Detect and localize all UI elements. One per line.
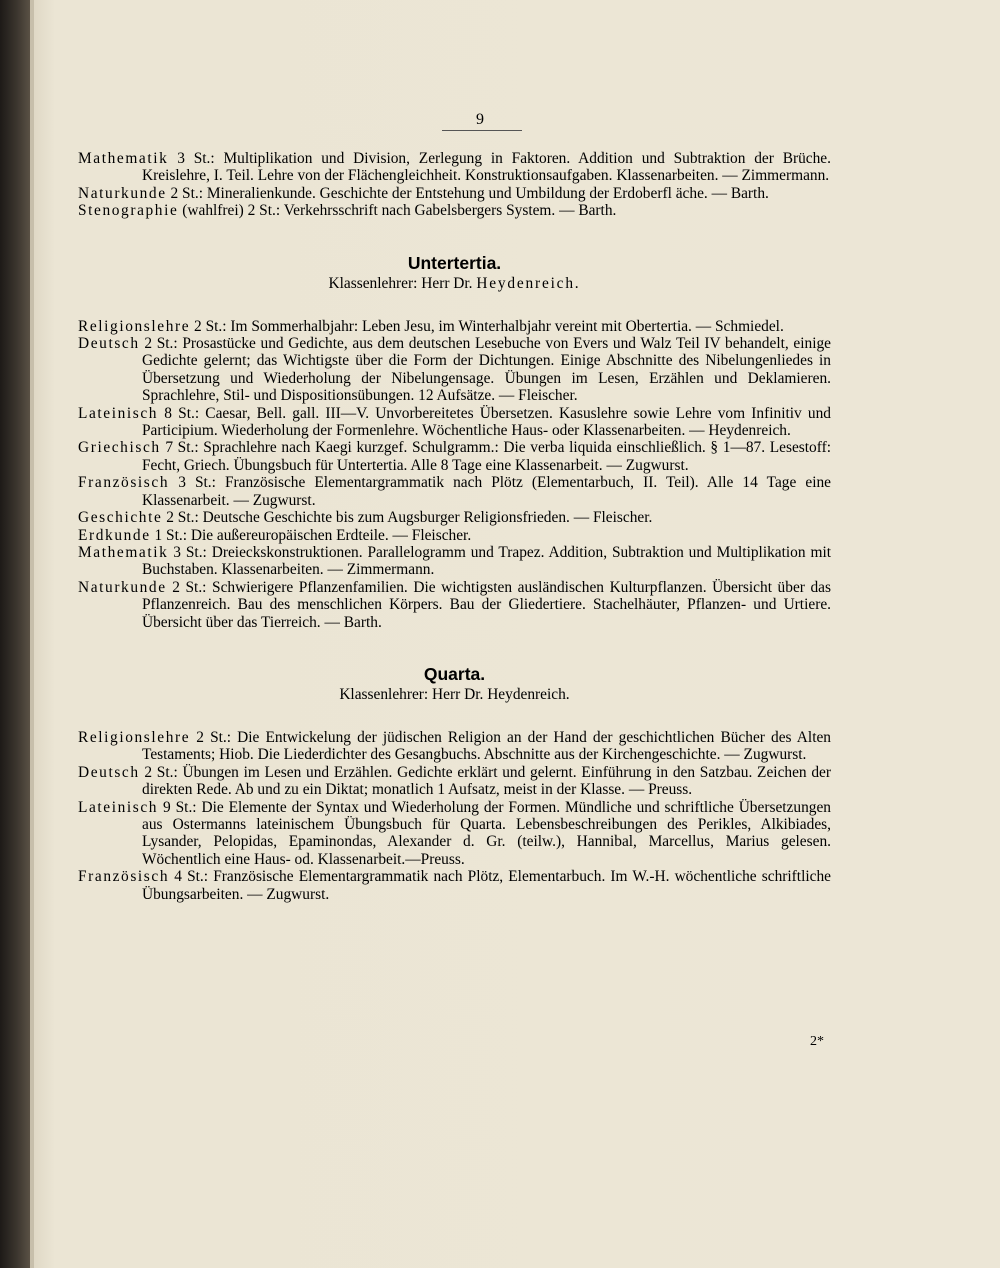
entry-religionslehre — [78, 729, 831, 764]
section-untertertia — [78, 252, 831, 631]
entry-text: 3 St.: Dreieckskonstruktionen. Parallelogramm und Trapez. Addition, Subtraktion und Multiplikation mit Buchstaben. Klassenarbeiten. — Zimmermann. — [142, 543, 831, 579]
entry-subject: Geschichte — [78, 509, 163, 527]
entry-text: 8 St.: Caesar, Bell. gall. III—V. Unvorbereitetes Übersetzen. Kasuslehre sowie Lehre vom Infinitiv und Participium. Wiederholung der Formenlehre. Wöchentliche Haus- oder Klassenarbeiten. — Heydenreich. — [142, 404, 831, 440]
entry-erdkunde — [78, 527, 831, 544]
entry-deutsch — [78, 335, 831, 405]
signature-mark: 2* — [810, 1034, 824, 1049]
section-heading: Quarta. — [423, 663, 486, 684]
section-heading: Untertertia. — [407, 252, 502, 273]
teacher-prefix: Klassenlehrer: Herr Dr. — [328, 274, 477, 292]
entry-lateinisch — [78, 799, 831, 869]
entry-subject: Französisch — [78, 868, 170, 886]
entry-subject: Erdkunde — [78, 526, 151, 544]
entry-subject: Griechisch — [78, 439, 161, 457]
entry-text: 2 St.: Die Entwickelung der jüdischen Religion an der Hand der geschichtlichen Bücher des Alten Testaments; Hiob. Die Liederdichter des Gesangbuchs. Abschnitte aus der Kirchengeschichte. — Zugwurst. — [142, 728, 831, 764]
entry-subject: Deutsch — [78, 763, 140, 781]
entry-text: (wahlfrei) 2 St.: Verkehrsschrift nach Gabelsbergers System. — Barth. — [178, 202, 617, 220]
entry-text: 2 St.: Schwierigere Pflanzenfamilien. Die wichtigsten ausländischen Kulturpflanzen. Übersicht über das Pflanzenreich. Bau des menschlichen Körpers. Bau der Gliedertiere. Stachelhäuter, Pflanzen- und Urtiere. Übersicht über das Tierreich. — Barth. — [142, 578, 831, 631]
entry-naturkunde — [78, 185, 831, 202]
page-number-rule — [442, 130, 522, 131]
entry-subject: Mathematik — [78, 543, 169, 561]
teacher-name: Heydenreich. — [487, 685, 570, 703]
entry-franzoesisch — [78, 474, 831, 509]
entry-mathematik — [78, 150, 831, 185]
teacher-prefix: Klassenlehrer: Herr Dr. — [339, 685, 488, 703]
entry-subject: Religionslehre — [78, 317, 191, 335]
entry-text: 3 St.: Multiplikation und Division, Zerlegung in Faktoren. Addition und Subtraktion der Brüche. Kreislehre, I. Teil. Lehre von der Flächengleichheit. Konstruktionsaufgaben. Klassenarbeiten. — Zimmermann. — [142, 150, 831, 185]
entry-subject: Französisch — [78, 474, 170, 492]
entry-mathematik — [78, 544, 831, 579]
entry-subject: Naturkunde — [78, 578, 167, 596]
entry-griechisch — [78, 439, 831, 474]
entry-subject: Deutsch — [78, 335, 140, 353]
entry-franzoesisch — [78, 868, 831, 903]
entry-text: 2 St.: Prosastücke und Gedichte, aus dem deutschen Lesebuche von Evers und Walz Teil IV behandelt, einige Gedichte gelernt; das Wichtigste über die Form der Dichtungen. Einige Abschnitte des Nibelungenliedes in Übersetzung und Wiederholung der Nibelungensage. Übungen im Lesen, Erzählen und Deklamieren. Sprachlehre, Stil- und Dispositionsübungen. 12 Aufsätze. — Fleischer. — [139, 335, 831, 405]
entry-text: 7 St.: Sprachlehre nach Kaegi kurzgef. Schulgramm.: Die verba liquida einschließlich. § 1—87. Lesestoff: Fecht, Griech. Übungsbuch für Untertertia. Alle 8 Tage eine Klassenarbeit. — Zugwurst. — [142, 439, 831, 474]
entry-text: 9 St.: Die Elemente der Syntax und Wiederholung der Formen. Mündliche und schriftliche Übersetzungen aus Ostermanns lateinischem Übungsbuch für Quarta. Lebensbeschreibungen des Perikles, Alkibiades, Lysander, Pelopidas, Epaminondas, Alexander d. Gr. (teilw.), Hannibal, Marcellus, Marius gelesen. Wöchentlich eine Haus- od. Klassenarbeit.—Preuss. — [142, 798, 831, 868]
page-edge — [30, 0, 34, 1268]
entry-subject: Religionslehre — [78, 728, 191, 746]
entry-text: 2 St.: Deutsche Geschichte bis zum Augsburger Religionsfrieden. — Fleischer. — [162, 509, 653, 527]
entry-naturkunde — [78, 579, 831, 631]
entry-text: 2 St.: Im Sommerhalbjahr: Leben Jesu, im Winterhalbjahr vereint mit Obertertia. — Schmiedel. — [190, 317, 784, 335]
entry-subject: Stenographie — [78, 202, 179, 220]
entry-text: 3 St.: Französische Elementargrammatik nach Plötz (Elementarbuch, II. Teil). Alle 14 Tage eine Klassenarbeit. — Zugwurst. — [142, 474, 831, 509]
class-teacher-line — [78, 685, 831, 704]
entry-religionslehre — [78, 318, 831, 335]
section-quarta — [78, 663, 831, 903]
entry-text: 1 St.: Die außereuropäischen Erdteile. — Fleischer. — [150, 526, 472, 544]
entry-text: 4 St.: Französische Elementargrammatik nach Plötz, Elementarbuch. Im W.-H. wöchentliche schriftliche Übungsarbeiten. — Zugwurst. — [142, 868, 831, 903]
entry-text: 2 St.: Übungen im Lesen und Erzählen. Gedichte erklärt und gelernt. Einführung in den Satzbau. Zeichen der direkten Rede. Ab und zu ein Diktat; monatlich 1 Aufsatz, meist in der Klasse. — Preuss. — [139, 763, 831, 799]
book-gutter — [0, 0, 30, 1268]
entry-subject: Naturkunde — [78, 184, 167, 202]
entry-geschichte — [78, 509, 831, 526]
teacher-name: Heydenreich. — [476, 274, 581, 292]
section-continued — [78, 150, 831, 220]
class-teacher-line — [78, 274, 831, 293]
entry-subject: Lateinisch — [78, 404, 159, 422]
entry-text: 2 St.: Mineralienkunde. Geschichte der Entstehung und Umbildung der Erdoberfl äche. — Barth. — [166, 184, 769, 202]
entry-subject: Mathematik — [78, 150, 169, 167]
entry-lateinisch — [78, 405, 831, 440]
entry-deutsch — [78, 764, 831, 799]
page-number: 9 — [476, 111, 484, 128]
page-content — [78, 150, 831, 903]
entry-subject: Lateinisch — [78, 798, 159, 816]
entry-stenographie — [78, 202, 831, 219]
